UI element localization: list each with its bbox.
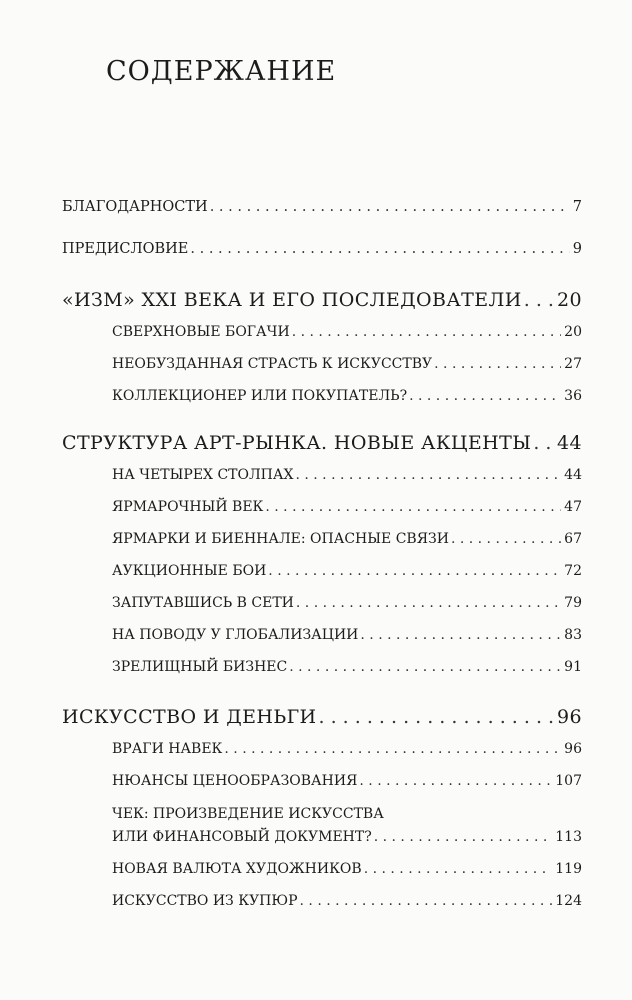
dot-leader [224, 741, 561, 757]
toc-section-label: ИСКУССТВО ИЗ КУПЮР [112, 893, 298, 909]
toc-section-page: 107 [555, 773, 582, 789]
toc-chapter-label: СТРУКТУРА АРТ-РЫНКА. НОВЫЕ АКЦЕНТЫ [62, 432, 532, 454]
dot-leader [360, 627, 561, 643]
toc-section[interactable] [112, 467, 582, 483]
toc-entry-label: БЛАГОДАРНОСТИ [62, 199, 208, 215]
dot-leader [364, 861, 553, 877]
toc-section-page: 44 [564, 467, 582, 483]
toc-section[interactable] [112, 893, 582, 909]
toc-chapter-2[interactable] [62, 432, 582, 454]
toc-entry-label: ПРЕДИСЛОВИЕ [62, 241, 189, 257]
toc-section-page: 124 [555, 893, 582, 909]
toc-section[interactable] [112, 627, 582, 643]
toc-section-label: КОЛЛЕКЦИОНЕР ИЛИ ПОКУПАТЕЛЬ? [112, 388, 408, 404]
toc-section-label-line1: ЧЕК: ПРОИЗВЕДЕНИЕ ИСКУССТВА [112, 806, 384, 822]
toc-section-label: ВРАГИ НАВЕК [112, 741, 223, 757]
toc-section[interactable] [112, 531, 582, 547]
toc-chapter-page: 96 [557, 706, 582, 728]
toc-chapter-page: 20 [557, 289, 582, 311]
toc-section[interactable] [112, 356, 582, 372]
dot-leader [374, 829, 553, 845]
toc-section[interactable] [112, 773, 582, 789]
toc-section-page: 96 [564, 741, 582, 757]
dot-leader [268, 563, 561, 579]
toc-section[interactable] [112, 861, 582, 877]
toc-section[interactable] [112, 563, 582, 579]
toc-section[interactable] [112, 324, 582, 340]
dot-leader [524, 289, 554, 311]
dot-leader [533, 432, 554, 454]
dot-leader [296, 595, 561, 611]
toc-section-label: НОВАЯ ВАЛЮТА ХУДОЖНИКОВ [112, 861, 362, 877]
toc-entry-preface[interactable] [62, 241, 582, 257]
toc-chapter-label: ИСКУССТВО И ДЕНЬГИ [62, 706, 317, 728]
toc-section[interactable] [112, 659, 582, 675]
toc-section-page: 47 [564, 499, 582, 515]
dot-leader [265, 499, 561, 515]
toc-chapter-1[interactable] [62, 289, 582, 311]
toc-entry-acknowledgements[interactable] [62, 199, 582, 215]
toc-section-page: 119 [555, 861, 582, 877]
toc-section-page: 20 [564, 324, 582, 340]
toc-section-label: ЯРМАРОЧНЫЙ ВЕК [112, 499, 264, 515]
toc-section[interactable] [112, 595, 582, 611]
toc-section-page: 27 [564, 356, 582, 372]
toc-entry-page: 7 [572, 199, 582, 215]
dot-leader [319, 706, 555, 728]
toc-section-label: СВЕРХНОВЫЕ БОГАЧИ [112, 324, 290, 340]
toc-chapter-page: 44 [557, 432, 582, 454]
dot-leader [300, 893, 553, 909]
toc-section[interactable] [112, 388, 582, 404]
toc-section[interactable] [112, 499, 582, 515]
toc-chapter-3[interactable] [62, 706, 582, 728]
toc-chapter-label: «ИЗМ» XXI ВЕКА И ЕГО ПОСЛЕДОВАТЕЛИ [62, 289, 522, 311]
dot-leader [210, 199, 570, 215]
toc-section-label: АУКЦИОННЫЕ БОИ [112, 563, 267, 579]
toc-section[interactable] [112, 741, 582, 757]
toc-section-label: ЯРМАРКИ И БИЕННАЛЕ: ОПАСНЫЕ СВЯЗИ [112, 531, 449, 547]
dot-leader [359, 773, 552, 789]
dot-leader [190, 241, 569, 257]
dot-leader [292, 324, 561, 340]
toc-section-page: 91 [564, 659, 582, 675]
dot-leader [409, 388, 561, 404]
toc-section-page: 79 [564, 595, 582, 611]
dot-leader [434, 356, 561, 372]
dot-leader [295, 467, 561, 483]
toc-section-page: 72 [564, 563, 582, 579]
toc-section-label: ЗАПУТАВШИСЬ В СЕТИ [112, 595, 294, 611]
toc-section-label: ЗРЕЛИЩНЫЙ БИЗНЕС [112, 659, 288, 675]
toc-section-page: 67 [564, 531, 582, 547]
page-title: СОДЕРЖАНИЕ [106, 56, 337, 87]
toc-entry-page: 9 [572, 241, 582, 257]
toc-section-label: НА ПОВОДУ У ГЛОБАЛИЗАЦИИ [112, 627, 359, 643]
toc-section-label-line2: ИЛИ ФИНАНСОВЫЙ ДОКУМЕНТ? [112, 829, 372, 845]
toc-section-page: 113 [555, 829, 582, 845]
toc-section-label: НА ЧЕТЫРЕХ СТОЛПАХ [112, 467, 294, 483]
toc-section-line2 [112, 829, 582, 845]
toc-section-label: НЕОБУЗДАННАЯ СТРАСТЬ К ИСКУССТВУ [112, 356, 433, 372]
toc-section-page: 83 [564, 627, 582, 643]
toc-section-page: 36 [564, 388, 582, 404]
dot-leader [451, 531, 561, 547]
toc-section-label: НЮАНСЫ ЦЕНООБРАЗОВАНИЯ [112, 773, 358, 789]
dot-leader [289, 659, 561, 675]
